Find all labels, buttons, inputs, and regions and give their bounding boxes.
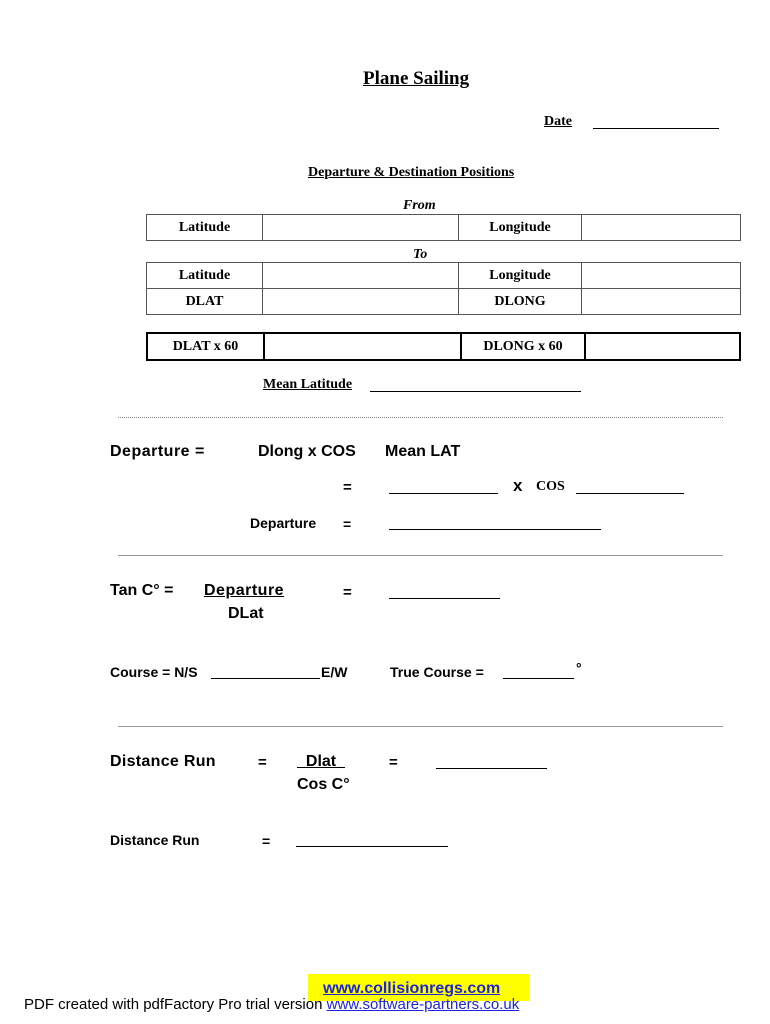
tan-equals: = — [343, 584, 352, 601]
tan-denominator: DLat — [228, 605, 264, 622]
to-label: To — [413, 247, 428, 262]
dlat-x60-label: DLAT x 60 — [147, 333, 264, 360]
pdf-footer-link[interactable]: www.software-partners.co.uk — [326, 996, 520, 1013]
pdf-footer-label: PDF created with pdfFactory Pro trial version — [24, 996, 323, 1013]
to-position-table — [146, 262, 741, 315]
from-position-table — [146, 214, 741, 241]
distance-label: Distance Run — [110, 753, 216, 770]
dlat-label: DLAT — [147, 289, 263, 315]
distance-numerator: Dlat — [305, 753, 337, 770]
cos-value-field[interactable] — [576, 493, 684, 494]
date-field[interactable] — [593, 128, 719, 129]
divider-1 — [118, 417, 723, 418]
cos-label: COS — [536, 479, 565, 494]
divider-2 — [118, 555, 723, 556]
distance-denominator: Cos C° — [297, 776, 350, 793]
dlong-field[interactable] — [582, 289, 741, 315]
mean-latitude-field[interactable] — [370, 391, 581, 392]
from-longitude-field[interactable] — [582, 215, 741, 241]
distance-equals-2: = — [389, 754, 398, 771]
website-link[interactable]: www.collisionregs.com — [323, 980, 501, 997]
tan-numerator: Departure — [204, 582, 285, 599]
dlat-x60-field[interactable] — [264, 333, 461, 360]
to-latitude-field[interactable] — [263, 263, 459, 289]
dlong-value-field[interactable] — [389, 493, 498, 494]
from-latitude-label: Latitude — [147, 215, 263, 241]
date-label: Date — [544, 114, 572, 129]
distance-formula-result-field[interactable] — [436, 768, 547, 769]
tan-label: Tan C° = — [110, 582, 174, 599]
to-longitude-field[interactable] — [582, 263, 741, 289]
distance-result-field[interactable] — [296, 846, 448, 847]
course-ew-label: E/W — [321, 664, 348, 680]
dlong-x60-label: DLONG x 60 — [461, 333, 585, 360]
page-title: Plane Sailing — [363, 68, 470, 89]
mean-latitude-label: Mean Latitude — [263, 377, 353, 392]
departure-formula-part2: Mean LAT — [385, 443, 461, 460]
distance-result-label: Distance Run — [110, 832, 200, 848]
to-latitude-label: Latitude — [147, 263, 263, 289]
departure-equals: = — [343, 479, 352, 496]
from-longitude-label: Longitude — [459, 215, 582, 241]
positions-heading: Departure & Destination Positions — [308, 165, 515, 180]
true-course-field[interactable] — [503, 678, 574, 679]
from-latitude-field[interactable] — [263, 215, 459, 241]
departure-result-field[interactable] — [389, 529, 601, 530]
dlong-label: DLONG — [459, 289, 582, 315]
departure-result-label: Departure — [250, 515, 317, 531]
from-label: From — [403, 198, 436, 213]
course-field[interactable] — [211, 678, 320, 679]
tan-result-field[interactable] — [389, 598, 500, 599]
departure-formula-label: Departure = — [110, 443, 205, 460]
degree-symbol: ° — [576, 660, 582, 676]
course-label: Course = N/S — [110, 664, 198, 680]
to-longitude-label: Longitude — [459, 263, 582, 289]
distance-result-equals: = — [262, 833, 271, 849]
times-symbol: x — [513, 476, 523, 495]
dlong-x60-field[interactable] — [585, 333, 740, 360]
pdf-footer-text — [24, 996, 519, 1013]
departure-result-equals: = — [343, 516, 352, 532]
divider-3 — [118, 726, 723, 727]
distance-equals: = — [258, 754, 267, 771]
dlat-field[interactable] — [263, 289, 459, 315]
true-course-label: True Course = — [390, 664, 484, 680]
x60-table — [146, 332, 741, 361]
departure-formula-part1: Dlong x COS — [258, 443, 356, 460]
